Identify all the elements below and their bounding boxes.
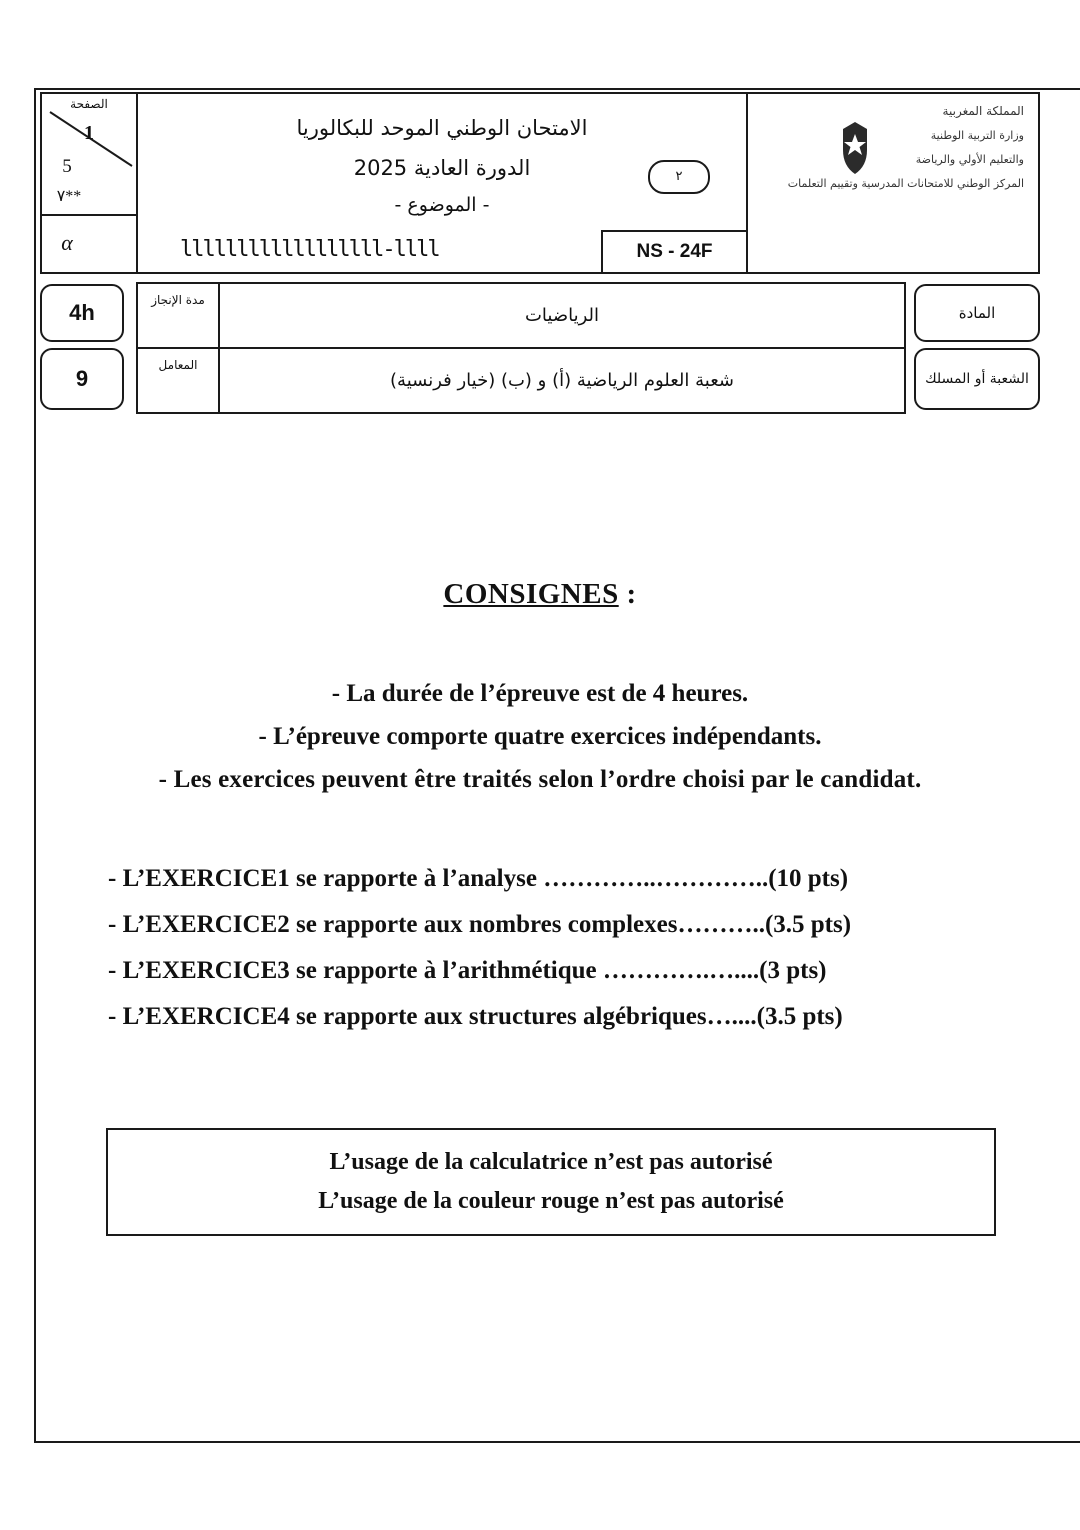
- consignes-heading: [0, 578, 1080, 611]
- total-pages: 5: [62, 156, 72, 177]
- consignes-heading-colon: :: [618, 578, 637, 610]
- sub-mark: ٧**: [56, 188, 82, 205]
- coefficient-tab: 9: [40, 348, 124, 410]
- morocco-emblem-icon: [834, 120, 876, 176]
- coefficient-label: المعامل: [138, 349, 220, 412]
- exam-code: NS - 24F: [601, 230, 746, 272]
- stream-row: [138, 349, 904, 412]
- duration-label: مدة الإنجاز: [138, 284, 220, 347]
- rule-item: - L’épreuve comporte quatre exercices indépendants.: [258, 723, 822, 750]
- barcode: llllllllllllllllll-llll: [180, 237, 439, 262]
- kingdom-label: المملكة المغربية: [942, 104, 1024, 118]
- exam-title-line2: الدورة العادية 2025: [353, 156, 531, 180]
- national-center-label: المركز الوطني للامتحانات المدرسية وتقييم التعلمات: [787, 177, 1024, 190]
- exercices-list: [108, 856, 988, 1040]
- ministry-label: وزارة التربية الوطنية: [930, 129, 1024, 142]
- subject-table: [136, 282, 906, 414]
- stream-tab: الشعبة أو المسلك: [914, 348, 1040, 410]
- rules-list: [0, 672, 1080, 801]
- exam-title-cell: [138, 94, 748, 272]
- subject-band: [40, 282, 1040, 414]
- stream-value: شعبة العلوم الرياضية (أ) و (ب) (خيار فرنسية): [390, 370, 734, 391]
- subject-tab: المادة: [914, 284, 1040, 342]
- alpha-symbol: α: [61, 230, 73, 255]
- page-info-cell: [42, 94, 138, 272]
- cell-divider: [42, 214, 136, 216]
- subject-row: [138, 284, 904, 349]
- exercice-item: - L’EXERCICE1 se rapporte à l’analyse …………..…………..(10 pts): [108, 865, 849, 892]
- exercice-item: - L’EXERCICE2 se rapporte aux nombres complexes………..(3.5 pts): [108, 911, 852, 938]
- exercice-item: - L’EXERCICE4 se rapporte aux structures algébriques…....(3.5 pts): [108, 1003, 843, 1030]
- session-oval-badge: ٢: [648, 160, 710, 194]
- notice-line: L’usage de la couleur rouge n’est pas autorisé: [318, 1188, 784, 1214]
- notice-box: [106, 1128, 996, 1236]
- page-number: 1: [84, 122, 94, 144]
- department-label: والتعليم الأولي والرياضة: [915, 153, 1024, 166]
- exam-header-table: [40, 92, 1040, 274]
- consignes-heading-text: CONSIGNES: [443, 578, 619, 610]
- rule-item: - La durée de l’épreuve est de 4 heures.: [331, 680, 749, 707]
- exam-title-line1: الامتحان الوطني الموحد للبكالوريا: [296, 116, 588, 140]
- duration-tab: 4h: [40, 284, 124, 342]
- ministry-block: [748, 94, 1038, 272]
- page-label: الصفحة: [70, 97, 108, 111]
- rule-item: - Les exercices peuvent être traités selon l’ordre choisi par le candidat.: [158, 766, 922, 793]
- exam-title-line3: - الموضوع -: [394, 194, 490, 216]
- subject-value: الرياضيات: [524, 305, 600, 326]
- notice-line: L’usage de la calculatrice n’est pas autorisé: [329, 1149, 773, 1176]
- exercice-item: - L’EXERCICE3 se rapporte à l’arithmétique ………….…....(3 pts): [108, 957, 827, 984]
